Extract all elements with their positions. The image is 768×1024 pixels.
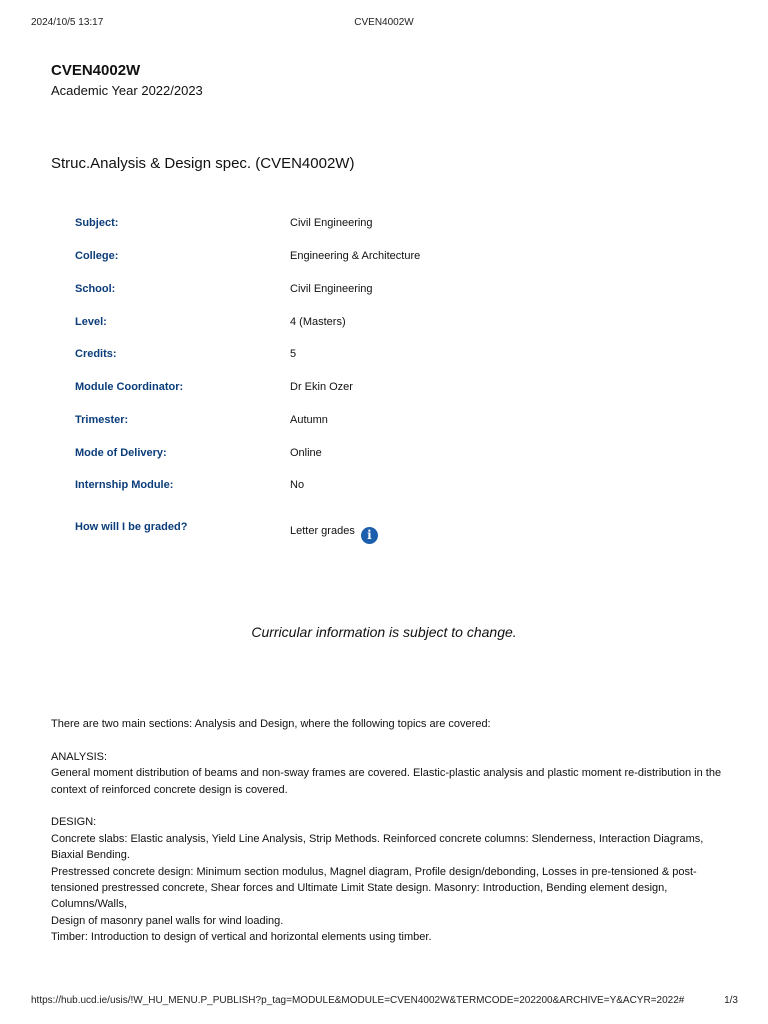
module-description — [51, 716, 731, 946]
detail-row-internship — [0, 479, 768, 497]
detail-row-level — [0, 316, 768, 334]
print-url: https://hub.ucd.ie/usis/!W_HU_MENU.P_PUBLISH?p_tag=MODULE&MODULE=CVEN4002W&TERMCODE=202200&ARCHIVE=Y&ACYR=2022# — [31, 995, 685, 1006]
detail-value: Civil Engineering — [290, 283, 373, 295]
detail-label: College: — [75, 250, 119, 262]
detail-value: Dr Ekin Ozer — [290, 381, 353, 393]
detail-value: 4 (Masters) — [290, 316, 346, 328]
detail-label: Subject: — [75, 217, 119, 229]
design-line: Design of masonry panel walls for wind loading. — [51, 914, 284, 927]
detail-label: Trimester: — [75, 414, 129, 426]
detail-value: Online — [290, 447, 322, 459]
detail-row-subject — [0, 217, 768, 235]
curricular-change-note: Curricular information is subject to change. — [251, 624, 517, 640]
detail-value: No — [290, 479, 305, 491]
module-code: CVEN4002W — [51, 62, 141, 79]
detail-value-grading — [290, 525, 378, 544]
analysis-heading: ANALYSIS: — [51, 750, 108, 763]
detail-label: Credits: — [75, 348, 117, 360]
detail-row-credits — [0, 348, 768, 366]
detail-row-college — [0, 250, 768, 268]
detail-row-coordinator — [0, 381, 768, 399]
design-line: Timber: Introduction to design of vertical and horizontal elements using timber. — [51, 931, 432, 944]
detail-label: Module Coordinator: — [75, 381, 184, 393]
detail-value: Autumn — [290, 414, 328, 426]
detail-row-mode-of-delivery — [0, 447, 768, 465]
print-header — [0, 17, 768, 31]
grading-text: Letter grades — [290, 525, 355, 537]
page-number: 1/3 — [724, 995, 738, 1006]
description-intro: There are two main sections: Analysis and Design, where the following topics are covered: — [51, 718, 491, 730]
detail-row-grading — [0, 521, 768, 547]
detail-label: Mode of Delivery: — [75, 447, 167, 459]
analysis-text: General moment distribution of beams and non-sway frames are covered. Elastic-plastic analysis and plastic moment re-distribution in the context of reinforced concrete design is covered. — [51, 767, 722, 796]
print-title: CVEN4002W — [354, 17, 414, 28]
detail-label: Level: — [75, 316, 107, 328]
detail-row-school — [0, 283, 768, 301]
detail-row-trimester — [0, 414, 768, 432]
academic-year: Academic Year 2022/2023 — [51, 83, 203, 98]
detail-value: Engineering & Architecture — [290, 250, 421, 262]
detail-label: School: — [75, 283, 116, 295]
detail-value: 5 — [290, 348, 297, 360]
detail-value: Civil Engineering — [290, 217, 373, 229]
design-line: Concrete slabs: Elastic analysis, Yield Line Analysis, Strip Methods. Reinforced concrete columns: Slenderness, Interaction Diagrams, Biaxial Bending. — [51, 832, 704, 862]
design-line: Prestressed concrete design: Minimum section modulus, Magnel diagram, Profile design/debonding, Losses in pre-tensioned & post-tensioned prestressed concrete, Shear forces and Ultimate Limit State design. Masonry: Introduction, Bending element design, Columns/Walls, — [51, 865, 697, 911]
detail-label: Internship Module: — [75, 479, 174, 491]
info-icon[interactable]: i — [361, 527, 378, 544]
module-title: Struc.Analysis & Design spec. (CVEN4002W) — [51, 155, 355, 172]
print-datetime: 2024/10/5 13:17 — [31, 17, 104, 28]
detail-label: How will I be graded? — [75, 521, 188, 533]
design-heading: DESIGN: — [51, 816, 97, 829]
